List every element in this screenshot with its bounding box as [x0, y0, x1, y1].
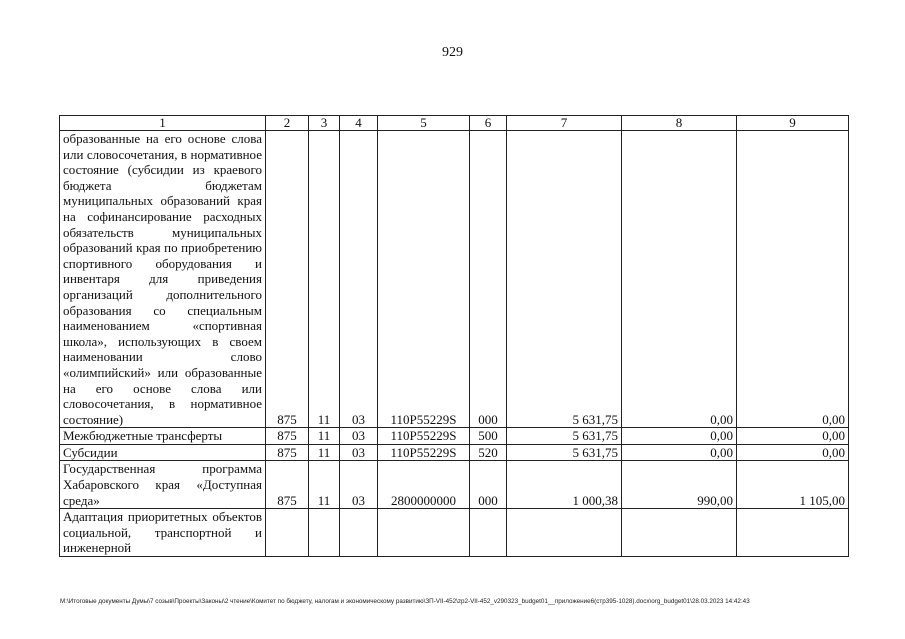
- cell-ministry: 875: [266, 131, 309, 428]
- table-row: [60, 444, 849, 461]
- column-header: 6: [470, 116, 507, 131]
- row-name: Межбюджетные трансферты: [60, 428, 266, 445]
- cell-amount-8: 0,00: [622, 444, 737, 461]
- table-row: [60, 461, 849, 509]
- cell-subsection: [340, 509, 378, 557]
- column-header: 5: [378, 116, 470, 131]
- budget-table: [59, 115, 849, 557]
- cell-target-article: 110P55229S: [378, 131, 470, 428]
- row-name: Адаптация приоритетных объектов социальной, транспортной и инженерной: [60, 509, 266, 557]
- cell-amount-7: [507, 509, 622, 557]
- cell-target-article: 2800000000: [378, 461, 470, 509]
- cell-amount-7: 1 000,38: [507, 461, 622, 509]
- cell-amount-7: 5 631,75: [507, 428, 622, 445]
- column-header: 4: [340, 116, 378, 131]
- cell-subsection: 03: [340, 461, 378, 509]
- cell-target-article: 110P55229S: [378, 428, 470, 445]
- cell-ministry: 875: [266, 444, 309, 461]
- document-path-footer: M:\Итоговые документы Думы\7 созыв\Проекты\Законы\2 чтение\Комитет по бюджету, налогам и экономическому развитию\ЗП-VII-452\zp2-VII-452_v290323_budget01__приложение6(стр395-1028).docx\org_budget01\28.03.2023 14:42:43: [60, 598, 750, 605]
- cell-amount-7: 5 631,75: [507, 131, 622, 428]
- row-name: Государственная программа Хабаровского края «Доступная среда»: [60, 461, 266, 509]
- column-header: 3: [309, 116, 340, 131]
- cell-section: [309, 509, 340, 557]
- column-number-row: [60, 116, 849, 131]
- cell-amount-9: 0,00: [737, 131, 849, 428]
- cell-amount-9: 0,00: [737, 428, 849, 445]
- cell-section: 11: [309, 444, 340, 461]
- cell-target-article: [378, 509, 470, 557]
- cell-amount-8: [622, 509, 737, 557]
- cell-expense-type: 520: [470, 444, 507, 461]
- cell-subsection: 03: [340, 428, 378, 445]
- column-header: 8: [622, 116, 737, 131]
- cell-amount-9: 1 105,00: [737, 461, 849, 509]
- cell-section: 11: [309, 131, 340, 428]
- cell-ministry: [266, 509, 309, 557]
- cell-ministry: 875: [266, 428, 309, 445]
- cell-expense-type: 000: [470, 461, 507, 509]
- cell-subsection: 03: [340, 131, 378, 428]
- row-name: образованные на его основе слова или словосочетания, в нормативное состояние (субсидии из краевого бюджета бюджетам муниципальных образований края на софинансирование расходных обязательств муниципальных образований края по приобретению спортивного оборудования и инвентаря для приведения организаций дополнительного образования со специальным наименованием «спортивная школа», использующих в своем наименовании слово «олимпийский» или образованные на его основе слова или словосочетания, в нормативное состояние): [60, 131, 266, 428]
- cell-amount-8: 990,00: [622, 461, 737, 509]
- cell-amount-9: 0,00: [737, 444, 849, 461]
- column-header: 1: [60, 116, 266, 131]
- page-number: 929: [442, 45, 463, 60]
- table-row: [60, 509, 849, 557]
- row-name: Субсидии: [60, 444, 266, 461]
- cell-expense-type: [470, 509, 507, 557]
- cell-amount-8: 0,00: [622, 428, 737, 445]
- column-header: 9: [737, 116, 849, 131]
- cell-expense-type: 500: [470, 428, 507, 445]
- table-row: [60, 131, 849, 428]
- cell-section: 11: [309, 461, 340, 509]
- cell-ministry: 875: [266, 461, 309, 509]
- column-header: 7: [507, 116, 622, 131]
- table-row: [60, 428, 849, 445]
- cell-amount-9: [737, 509, 849, 557]
- cell-target-article: 110P55229S: [378, 444, 470, 461]
- cell-section: 11: [309, 428, 340, 445]
- cell-amount-7: 5 631,75: [507, 444, 622, 461]
- cell-amount-8: 0,00: [622, 131, 737, 428]
- cell-expense-type: 000: [470, 131, 507, 428]
- cell-subsection: 03: [340, 444, 378, 461]
- column-header: 2: [266, 116, 309, 131]
